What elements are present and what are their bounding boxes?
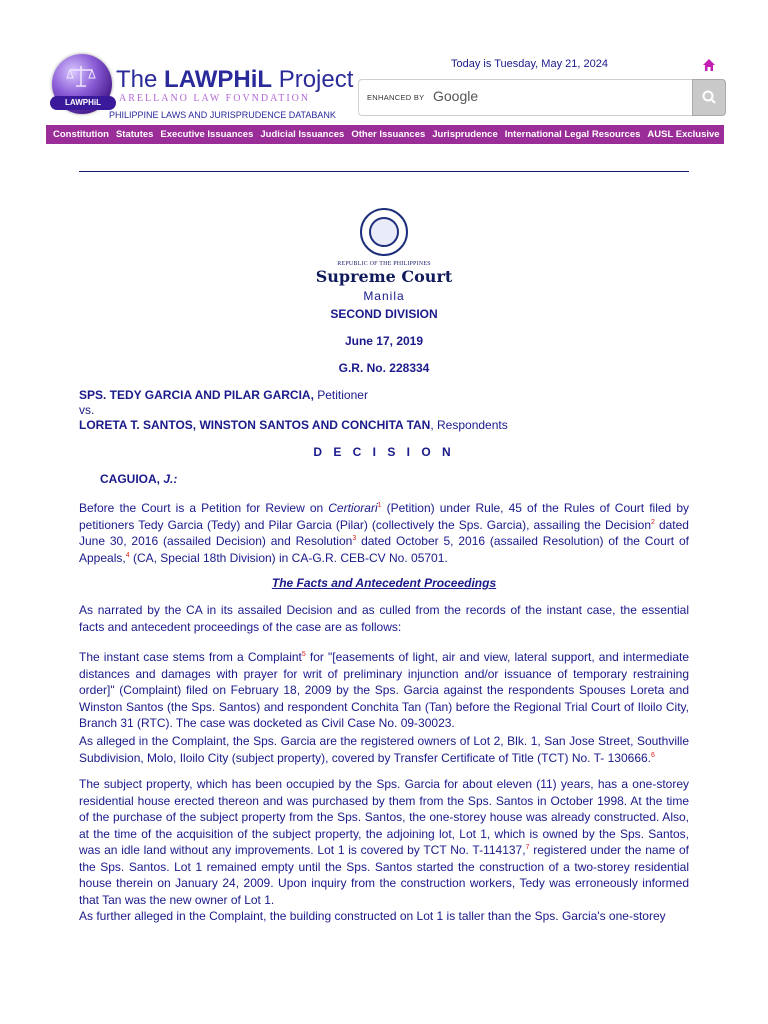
decision-label: D E C I S I O N [313,445,455,459]
nav-item-other-issuances[interactable]: Other Issuances [351,129,426,140]
court-city: Manila [363,289,405,303]
paragraph-3: The instant case stems from a Complaint$^5$ for "[easements of light, air and view, lateral support, and intermediate distances and damages with prayer for writ of preliminary injunction and/or issuance of temporary restraining order]" (Complaint) filed on February 18, 2009 by the Sps. Garcia against the respondents Spouses Loreta and Winston Santos (the Sps. Santos) and respondent Conchita Tan (Tan) before the Regional Trial Court of Iloilo City, Branch 31 (RTC). The case was docketed as Civil Case No. 09-30023. [79,650,689,730]
search-box[interactable] [358,79,726,116]
respondents: LORETA T. SANTOS, WINSTON SANTOS AND CONCHITA TAN [79,418,431,432]
foundation-subtitle: ARELLANO LAW FOVNDATION [119,93,311,104]
main-nav [46,125,724,144]
docket-link[interactable]: 09-30023 [400,716,452,730]
search-enhanced-label: ENHANCED BY [367,93,425,102]
paragraph-2: As narrated by the CA in its assailed Decision and as culled from the records of the instant case, the essential facts and antecedent proceedings of the case are as follows: [79,603,689,634]
ponente: CAGUIOA, J.: [100,472,178,486]
case-parties [79,388,689,433]
title-prefix: The [116,66,165,93]
footnote-5-link[interactable]: 5 [301,651,306,658]
nav-item-executive-issuances[interactable]: Executive Issuances [160,129,254,140]
republic-label: REPUBLIC OF THE PHILIPPINES [337,261,431,267]
paragraph-6: As further alleged in the Complaint, the building constructed on Lot 1 is taller than the Sps. Garcia's one-storey [79,909,666,923]
nav-item-judicial-issuances[interactable]: Judicial Issuances [260,129,345,140]
petitioners: SPS. TEDY GARCIA AND PILAR GARCIA, [79,388,314,402]
footnote-2-link[interactable]: 2 [651,518,655,526]
footnote-3-link[interactable]: 3 [352,535,357,542]
nav-item-statutes[interactable]: Statutes [115,129,154,140]
footnote-6-link[interactable]: 6 [651,751,655,759]
databank-subtitle: PHILIPPINE LAWS AND JURISPRUDENCE DATABANK [109,110,336,120]
division: SECOND DIVISION [330,307,438,321]
nav-item-ausl-exclusive[interactable]: AUSL Exclusive [647,129,720,140]
nav-item-constitution[interactable]: Constitution [53,129,109,140]
paragraph-4: As alleged in the Complaint, the Sps. Garcia are the registered owners of Lot 2, Blk. 1, San Jose Street, Southville Subdivision, Molo, Iloilo City (subject property), covered by Transfer Certificate of Title (TCT) No. T- 130666.$^6$ [79,734,689,765]
footnote-1-link[interactable]: 1 [377,502,382,509]
divider [79,171,689,172]
gr-number: G.R. No. 228334 [338,361,430,375]
nav-item-international-legal-resources[interactable]: International Legal Resources [504,129,641,140]
respondent-role: , Respondents [430,418,508,432]
section-heading: The Facts and Antecedent Proceedings [271,576,497,590]
title-suffix: Project [272,66,354,93]
site-title[interactable] [116,66,353,94]
today-date: Today is Tuesday, May 21, 2024 [451,58,608,70]
paragraph-5: The subject property, which has been occupied by the Sps. Garcia for about eleven (11) years, has a one-storey residential house erected thereon and was purchased by them from the Sps. Santos in October 1998. At the time of the purchase of the subject property from the Sps. Santos, the one-storey house was already constructed. Also, at the time of the acquisition of the subject property, the adjoining lot, Lot 1, which is owned by the Sps. Santos, was an idle land without any improvements. Lot 1 is covered by TCT No. T-114137,$^7$ registered under the name of the Sps. Santos. Lot 1 remained empty until the Sps. Santos started the construction of a two-storey residential house therein on January 24, 2009. Upon inquiry from the construction workers, Tedy was erroneously informed that Tan was the new owner of Lot 1. [79,777,689,907]
logo-badge: LAWPHiL [50,96,116,110]
footnote-7-link[interactable]: 7 [525,844,530,851]
petitioner-role: Petitioner [313,388,368,402]
scales-of-justice-icon [66,64,96,90]
paragraph-1: Before the Court is a Petition for Review on Certiorari$^1$ (Petition) under Rule, 45 of the Rules of Court filed by petitioners Tedy Garcia (Tedy) and Pilar Garcia (Pilar) (collectively the Sps. Garcia), assailing the Decision$^2$ dated June 30, 2016 (assailed Decision) and Resolution$^3$ dated October 5, 2016 (assailed Resolution) of the Court of Appeals,$^4$ (CA, Special 18th Division) in CA-G.R. CEB-CV No. 05701. [79,501,689,565]
decision-date: June 17, 2019 [344,334,424,348]
title-bold: LAWPHiL [164,66,273,93]
supreme-court-seal-icon [360,208,408,256]
nav-item-jurisprudence[interactable]: Jurisprudence [432,129,498,140]
google-label: Google [433,88,479,104]
search-button[interactable] [692,79,726,116]
search-icon [693,80,725,115]
footnote-4-link[interactable]: 4 [125,551,130,559]
versus: vs. [79,403,95,417]
home-icon[interactable] [702,58,716,72]
site-header [46,52,724,127]
court-name: Supreme Court [315,267,453,286]
